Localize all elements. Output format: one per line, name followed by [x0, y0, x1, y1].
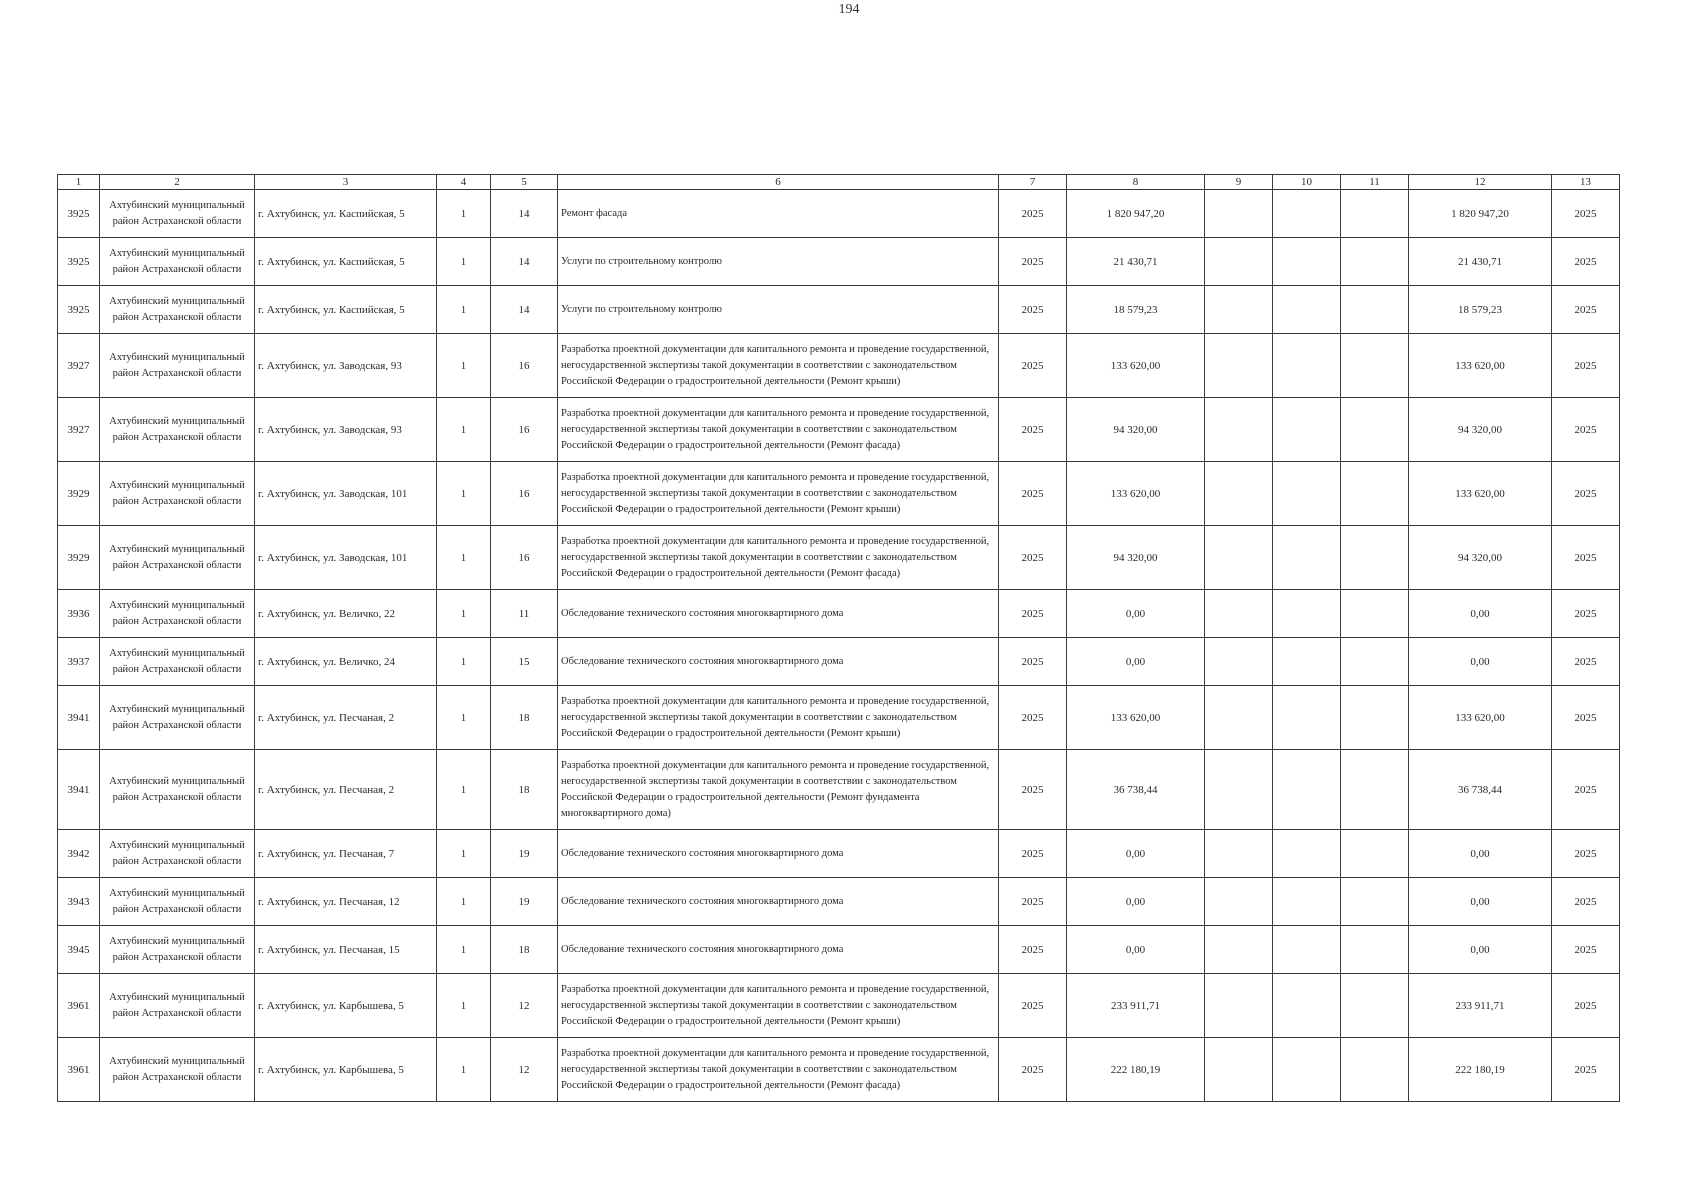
table-row: [58, 238, 1620, 286]
cell-col-4: 1: [437, 1038, 491, 1102]
cell-col-9: [1205, 462, 1273, 526]
cell-col-9: [1205, 926, 1273, 974]
amount: 0,00: [1067, 638, 1205, 686]
year: 2025: [999, 1038, 1067, 1102]
cell-col-11: [1341, 830, 1409, 878]
address: г. Ахтубинск, ул. Заводская, 93: [255, 398, 437, 462]
year: 2025: [999, 926, 1067, 974]
cell-col-4: 1: [437, 974, 491, 1038]
amount: 0,00: [1067, 878, 1205, 926]
municipality: Ахтубинский муниципальный район Астраханской области: [100, 462, 255, 526]
municipality: Ахтубинский муниципальный район Астраханской области: [100, 286, 255, 334]
cell-col-4: 1: [437, 286, 491, 334]
record-number: 3961: [58, 1038, 100, 1102]
year-end: 2025: [1552, 926, 1620, 974]
cell-col-9: [1205, 334, 1273, 398]
cell-col-10: [1273, 526, 1341, 590]
registry-table: [57, 174, 1620, 1102]
cell-col-10: [1273, 1038, 1341, 1102]
work-description: Услуги по строительному контролю: [558, 286, 999, 334]
address: г. Ахтубинск, ул. Каспийская, 5: [255, 286, 437, 334]
cell-col-4: 1: [437, 398, 491, 462]
work-description: Ремонт фасада: [558, 190, 999, 238]
year-end: 2025: [1552, 462, 1620, 526]
amount-total: 133 620,00: [1409, 686, 1552, 750]
record-number: 3941: [58, 686, 100, 750]
cell-col-5: 14: [491, 190, 558, 238]
table-row: [58, 974, 1620, 1038]
address: г. Ахтубинск, ул. Заводская, 101: [255, 526, 437, 590]
cell-col-9: [1205, 878, 1273, 926]
year: 2025: [999, 286, 1067, 334]
year: 2025: [999, 638, 1067, 686]
table-row: [58, 190, 1620, 238]
cell-col-5: 12: [491, 1038, 558, 1102]
work-description: Обследование технического состояния многоквартирного дома: [558, 830, 999, 878]
work-description: Разработка проектной документации для капитального ремонта и проведение государственной, негосударственной экспертизы такой документации в соответствии с законодательством Российской Федерации о градостроительной деятельности (Ремонт фундамента многоквартирного дома): [558, 750, 999, 830]
record-number: 3927: [58, 334, 100, 398]
year-end: 2025: [1552, 526, 1620, 590]
cell-col-5: 16: [491, 334, 558, 398]
cell-col-10: [1273, 974, 1341, 1038]
cell-col-10: [1273, 190, 1341, 238]
address: г. Ахтубинск, ул. Песчаная, 2: [255, 686, 437, 750]
column-header: 12: [1409, 175, 1552, 190]
cell-col-4: 1: [437, 878, 491, 926]
address: г. Ахтубинск, ул. Каспийская, 5: [255, 190, 437, 238]
cell-col-4: 1: [437, 830, 491, 878]
cell-col-9: [1205, 190, 1273, 238]
work-description: Разработка проектной документации для капитального ремонта и проведение государственной, негосударственной экспертизы такой документации в соответствии с законодательством Российской Федерации о градостроительной деятельности (Ремонт фасада): [558, 1038, 999, 1102]
amount-total: 94 320,00: [1409, 526, 1552, 590]
column-header: 3: [255, 175, 437, 190]
year-end: 2025: [1552, 638, 1620, 686]
municipality: Ахтубинский муниципальный район Астраханской области: [100, 334, 255, 398]
cell-col-11: [1341, 878, 1409, 926]
cell-col-5: 14: [491, 238, 558, 286]
work-description: Разработка проектной документации для капитального ремонта и проведение государственной, негосударственной экспертизы такой документации в соответствии с законодательством Российской Федерации о градостроительной деятельности (Ремонт крыши): [558, 334, 999, 398]
year: 2025: [999, 334, 1067, 398]
amount-total: 222 180,19: [1409, 1038, 1552, 1102]
cell-col-5: 12: [491, 974, 558, 1038]
year: 2025: [999, 398, 1067, 462]
cell-col-11: [1341, 1038, 1409, 1102]
amount: 94 320,00: [1067, 398, 1205, 462]
table-row: [58, 750, 1620, 830]
cell-col-5: 16: [491, 462, 558, 526]
cell-col-4: 1: [437, 926, 491, 974]
amount: 21 430,71: [1067, 238, 1205, 286]
record-number: 3961: [58, 974, 100, 1038]
municipality: Ахтубинский муниципальный район Астраханской области: [100, 830, 255, 878]
amount: 222 180,19: [1067, 1038, 1205, 1102]
cell-col-9: [1205, 686, 1273, 750]
municipality: Ахтубинский муниципальный район Астраханской области: [100, 878, 255, 926]
cell-col-5: 15: [491, 638, 558, 686]
amount-total: 0,00: [1409, 590, 1552, 638]
amount-total: 0,00: [1409, 638, 1552, 686]
amount-total: 0,00: [1409, 830, 1552, 878]
cell-col-10: [1273, 926, 1341, 974]
cell-col-11: [1341, 974, 1409, 1038]
column-header: 1: [58, 175, 100, 190]
address: г. Ахтубинск, ул. Заводская, 93: [255, 334, 437, 398]
year-end: 2025: [1552, 1038, 1620, 1102]
cell-col-4: 1: [437, 526, 491, 590]
address: г. Ахтубинск, ул. Карбышева, 5: [255, 1038, 437, 1102]
amount: 0,00: [1067, 926, 1205, 974]
table-row: [58, 398, 1620, 462]
record-number: 3925: [58, 286, 100, 334]
cell-col-10: [1273, 398, 1341, 462]
year-end: 2025: [1552, 750, 1620, 830]
cell-col-9: [1205, 238, 1273, 286]
cell-col-5: 16: [491, 398, 558, 462]
cell-col-10: [1273, 462, 1341, 526]
table-row: [58, 686, 1620, 750]
year-end: 2025: [1552, 190, 1620, 238]
year: 2025: [999, 686, 1067, 750]
municipality: Ахтубинский муниципальный район Астраханской области: [100, 590, 255, 638]
cell-col-10: [1273, 686, 1341, 750]
record-number: 3941: [58, 750, 100, 830]
table-row: [58, 878, 1620, 926]
cell-col-5: 16: [491, 526, 558, 590]
address: г. Ахтубинск, ул. Величко, 22: [255, 590, 437, 638]
cell-col-11: [1341, 286, 1409, 334]
cell-col-4: 1: [437, 238, 491, 286]
cell-col-11: [1341, 686, 1409, 750]
table-row: [58, 1038, 1620, 1102]
year: 2025: [999, 750, 1067, 830]
record-number: 3925: [58, 238, 100, 286]
year: 2025: [999, 878, 1067, 926]
column-header: 7: [999, 175, 1067, 190]
cell-col-4: 1: [437, 750, 491, 830]
cell-col-11: [1341, 526, 1409, 590]
column-header: 6: [558, 175, 999, 190]
record-number: 3927: [58, 398, 100, 462]
year: 2025: [999, 190, 1067, 238]
year: 2025: [999, 590, 1067, 638]
work-description: Разработка проектной документации для капитального ремонта и проведение государственной, негосударственной экспертизы такой документации в соответствии с законодательством Российской Федерации о градостроительной деятельности (Ремонт крыши): [558, 686, 999, 750]
column-header: 5: [491, 175, 558, 190]
cell-col-10: [1273, 590, 1341, 638]
year: 2025: [999, 974, 1067, 1038]
year-end: 2025: [1552, 238, 1620, 286]
year-end: 2025: [1552, 974, 1620, 1038]
address: г. Ахтубинск, ул. Песчаная, 12: [255, 878, 437, 926]
municipality: Ахтубинский муниципальный район Астраханской области: [100, 926, 255, 974]
cell-col-11: [1341, 190, 1409, 238]
work-description: Обследование технического состояния многоквартирного дома: [558, 638, 999, 686]
cell-col-11: [1341, 334, 1409, 398]
cell-col-10: [1273, 830, 1341, 878]
cell-col-5: 18: [491, 686, 558, 750]
cell-col-10: [1273, 750, 1341, 830]
cell-col-11: [1341, 590, 1409, 638]
amount-total: 0,00: [1409, 878, 1552, 926]
cell-col-5: 14: [491, 286, 558, 334]
table-row: [58, 526, 1620, 590]
cell-col-10: [1273, 238, 1341, 286]
cell-col-11: [1341, 926, 1409, 974]
municipality: Ахтубинский муниципальный район Астраханской области: [100, 398, 255, 462]
amount: 133 620,00: [1067, 686, 1205, 750]
year-end: 2025: [1552, 334, 1620, 398]
address: г. Ахтубинск, ул. Песчаная, 15: [255, 926, 437, 974]
year-end: 2025: [1552, 830, 1620, 878]
municipality: Ахтубинский муниципальный район Астраханской области: [100, 1038, 255, 1102]
cell-col-10: [1273, 638, 1341, 686]
cell-col-11: [1341, 638, 1409, 686]
cell-col-11: [1341, 398, 1409, 462]
municipality: Ахтубинский муниципальный район Астраханской области: [100, 190, 255, 238]
amount: 0,00: [1067, 590, 1205, 638]
cell-col-4: 1: [437, 190, 491, 238]
year-end: 2025: [1552, 286, 1620, 334]
column-header: 4: [437, 175, 491, 190]
record-number: 3942: [58, 830, 100, 878]
cell-col-10: [1273, 878, 1341, 926]
cell-col-9: [1205, 750, 1273, 830]
work-description: Обследование технического состояния многоквартирного дома: [558, 590, 999, 638]
table-row: [58, 286, 1620, 334]
address: г. Ахтубинск, ул. Песчаная, 2: [255, 750, 437, 830]
address: г. Ахтубинск, ул. Величко, 24: [255, 638, 437, 686]
table-row: [58, 926, 1620, 974]
cell-col-9: [1205, 830, 1273, 878]
column-number-row: [58, 175, 1620, 190]
column-header: 9: [1205, 175, 1273, 190]
address: г. Ахтубинск, ул. Заводская, 101: [255, 462, 437, 526]
cell-col-10: [1273, 334, 1341, 398]
cell-col-4: 1: [437, 462, 491, 526]
record-number: 3937: [58, 638, 100, 686]
year-end: 2025: [1552, 398, 1620, 462]
cell-col-10: [1273, 286, 1341, 334]
amount-total: 133 620,00: [1409, 334, 1552, 398]
address: г. Ахтубинск, ул. Карбышева, 5: [255, 974, 437, 1038]
table-row: [58, 638, 1620, 686]
record-number: 3943: [58, 878, 100, 926]
work-description: Разработка проектной документации для капитального ремонта и проведение государственной, негосударственной экспертизы такой документации в соответствии с законодательством Российской Федерации о градостроительной деятельности (Ремонт фасада): [558, 398, 999, 462]
year-end: 2025: [1552, 878, 1620, 926]
amount: 133 620,00: [1067, 462, 1205, 526]
table-row: [58, 590, 1620, 638]
municipality: Ахтубинский муниципальный район Астраханской области: [100, 974, 255, 1038]
table-row: [58, 830, 1620, 878]
amount-total: 0,00: [1409, 926, 1552, 974]
column-header: 11: [1341, 175, 1409, 190]
cell-col-5: 18: [491, 926, 558, 974]
municipality: Ахтубинский муниципальный район Астраханской области: [100, 638, 255, 686]
work-description: Услуги по строительному контролю: [558, 238, 999, 286]
municipality: Ахтубинский муниципальный район Астраханской области: [100, 750, 255, 830]
year: 2025: [999, 526, 1067, 590]
table-row: [58, 334, 1620, 398]
record-number: 3929: [58, 526, 100, 590]
cell-col-5: 19: [491, 830, 558, 878]
cell-col-11: [1341, 750, 1409, 830]
year-end: 2025: [1552, 590, 1620, 638]
column-header: 10: [1273, 175, 1341, 190]
record-number: 3945: [58, 926, 100, 974]
amount: 233 911,71: [1067, 974, 1205, 1038]
amount: 0,00: [1067, 830, 1205, 878]
amount-total: 1 820 947,20: [1409, 190, 1552, 238]
municipality: Ахтубинский муниципальный район Астраханской области: [100, 238, 255, 286]
cell-col-11: [1341, 238, 1409, 286]
amount: 18 579,23: [1067, 286, 1205, 334]
year: 2025: [999, 830, 1067, 878]
cell-col-9: [1205, 974, 1273, 1038]
work-description: Обследование технического состояния многоквартирного дома: [558, 926, 999, 974]
cell-col-9: [1205, 638, 1273, 686]
amount: 133 620,00: [1067, 334, 1205, 398]
amount: 94 320,00: [1067, 526, 1205, 590]
cell-col-9: [1205, 526, 1273, 590]
cell-col-9: [1205, 286, 1273, 334]
cell-col-9: [1205, 1038, 1273, 1102]
cell-col-4: 1: [437, 334, 491, 398]
cell-col-11: [1341, 462, 1409, 526]
municipality: Ахтубинский муниципальный район Астраханской области: [100, 526, 255, 590]
column-header: 2: [100, 175, 255, 190]
year: 2025: [999, 238, 1067, 286]
year: 2025: [999, 462, 1067, 526]
cell-col-9: [1205, 398, 1273, 462]
year-end: 2025: [1552, 686, 1620, 750]
address: г. Ахтубинск, ул. Каспийская, 5: [255, 238, 437, 286]
amount-total: 133 620,00: [1409, 462, 1552, 526]
page-number: 194: [838, 2, 860, 17]
work-description: Разработка проектной документации для капитального ремонта и проведение государственной, негосударственной экспертизы такой документации в соответствии с законодательством Российской Федерации о градостроительной деятельности (Ремонт фасада): [558, 526, 999, 590]
cell-col-9: [1205, 590, 1273, 638]
amount: 1 820 947,20: [1067, 190, 1205, 238]
cell-col-5: 11: [491, 590, 558, 638]
record-number: 3936: [58, 590, 100, 638]
table-row: [58, 462, 1620, 526]
amount: 36 738,44: [1067, 750, 1205, 830]
cell-col-5: 18: [491, 750, 558, 830]
cell-col-4: 1: [437, 638, 491, 686]
cell-col-4: 1: [437, 686, 491, 750]
cell-col-4: 1: [437, 590, 491, 638]
amount-total: 233 911,71: [1409, 974, 1552, 1038]
amount-total: 21 430,71: [1409, 238, 1552, 286]
amount-total: 18 579,23: [1409, 286, 1552, 334]
work-description: Обследование технического состояния многоквартирного дома: [558, 878, 999, 926]
work-description: Разработка проектной документации для капитального ремонта и проведение государственной, негосударственной экспертизы такой документации в соответствии с законодательством Российской Федерации о градостроительной деятельности (Ремонт крыши): [558, 974, 999, 1038]
municipality: Ахтубинский муниципальный район Астраханской области: [100, 686, 255, 750]
column-header: 13: [1552, 175, 1620, 190]
cell-col-5: 19: [491, 878, 558, 926]
work-description: Разработка проектной документации для капитального ремонта и проведение государственной, негосударственной экспертизы такой документации в соответствии с законодательством Российской Федерации о градостроительной деятельности (Ремонт крыши): [558, 462, 999, 526]
amount-total: 36 738,44: [1409, 750, 1552, 830]
record-number: 3925: [58, 190, 100, 238]
record-number: 3929: [58, 462, 100, 526]
address: г. Ахтубинск, ул. Песчаная, 7: [255, 830, 437, 878]
amount-total: 94 320,00: [1409, 398, 1552, 462]
column-header: 8: [1067, 175, 1205, 190]
